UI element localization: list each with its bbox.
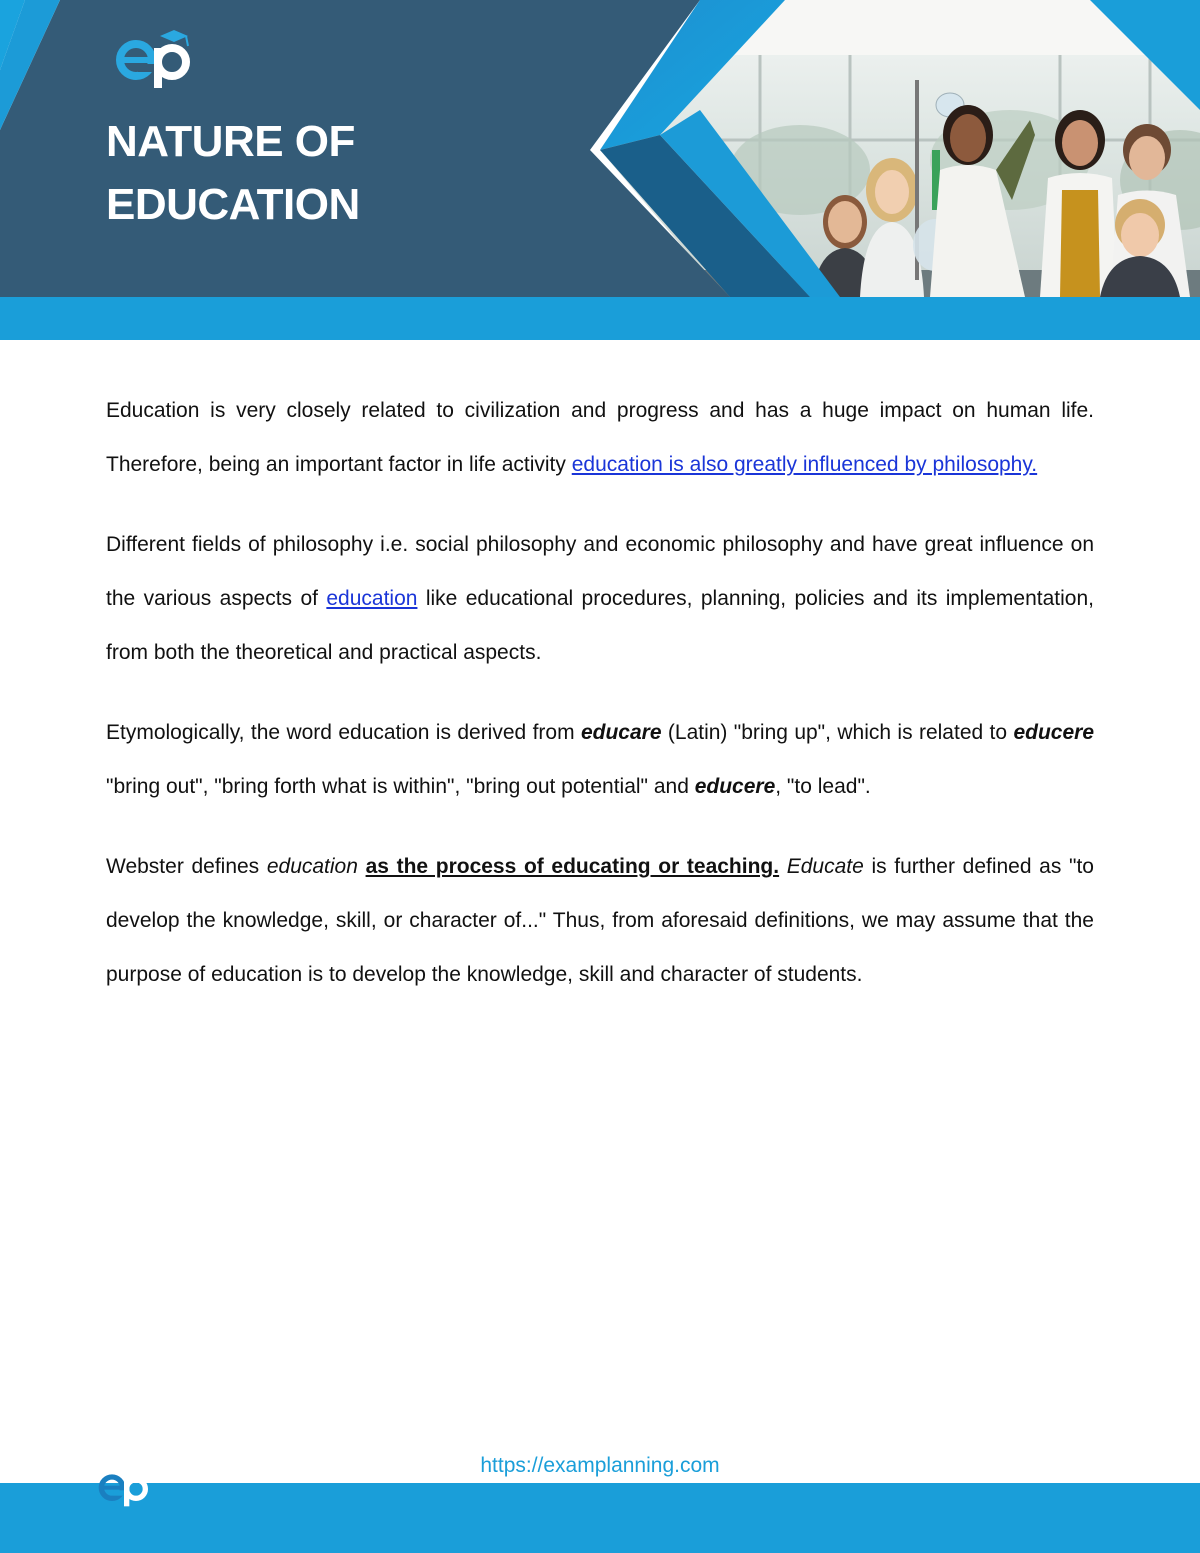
paragraph-2 — [106, 518, 1094, 680]
paragraph-3-text-2: (Latin) "bring up", which is related to — [661, 721, 1014, 744]
paragraph-4 — [106, 840, 1094, 1002]
article-body — [106, 384, 1094, 1028]
page-header — [0, 0, 1200, 340]
paragraph-1 — [106, 384, 1094, 492]
paragraph-2-text-before: Different fields of philosophy i.e. social philosophy and economic philosophy and have great influence on the various aspects of — [106, 533, 1094, 610]
philosophy-link[interactable]: education is also greatly influenced by philosophy. — [571, 453, 1038, 476]
title-line-1: NATURE OF — [106, 117, 355, 166]
paragraph-3-text-3: "bring out", "bring forth what is within", "bring out potential" and — [106, 775, 695, 798]
term-educate: Educate — [786, 855, 864, 878]
paragraph-2-text-after: like educational procedures, planning, policies and its implementation, from both the theoretical and practical aspects. — [106, 587, 1094, 664]
paragraph-4-space-2 — [779, 855, 787, 878]
term-educere-2: educere — [694, 775, 776, 798]
education-link[interactable]: education — [326, 587, 418, 610]
header-blue-band — [0, 297, 1200, 340]
title-line-2: EDUCATION — [106, 180, 360, 229]
paragraph-1-text: Education is very closely related to civilization and progress and has a huge impact on human life. Therefore, being an important factor in life activity — [106, 399, 1094, 476]
paragraph-3 — [106, 706, 1094, 814]
paragraph-4-space — [358, 855, 366, 878]
term-education: education — [266, 855, 358, 878]
paragraph-4-text-2: is further defined as "to develop the knowledge, skill, or character of..." Thus, from aforesaid definitions, we may assume that the purpose of education is to develop the knowledge, skill and character of students. — [106, 855, 1094, 986]
paragraph-3-text-4: , "to lead". — [775, 775, 871, 798]
page-title — [106, 110, 360, 236]
footer-website-link[interactable]: https://examplanning.com — [480, 1454, 720, 1477]
paragraph-4-text-1: Webster defines — [106, 855, 267, 878]
term-educere-1: educere — [1013, 721, 1094, 744]
page-footer — [0, 1483, 1200, 1553]
term-educare: educare — [580, 721, 662, 744]
webster-definition: as the process of educating or teaching. — [365, 855, 780, 878]
paragraph-3-text-1: Etymologically, the word education is derived from — [106, 721, 581, 744]
ep-logo-icon — [112, 28, 202, 90]
